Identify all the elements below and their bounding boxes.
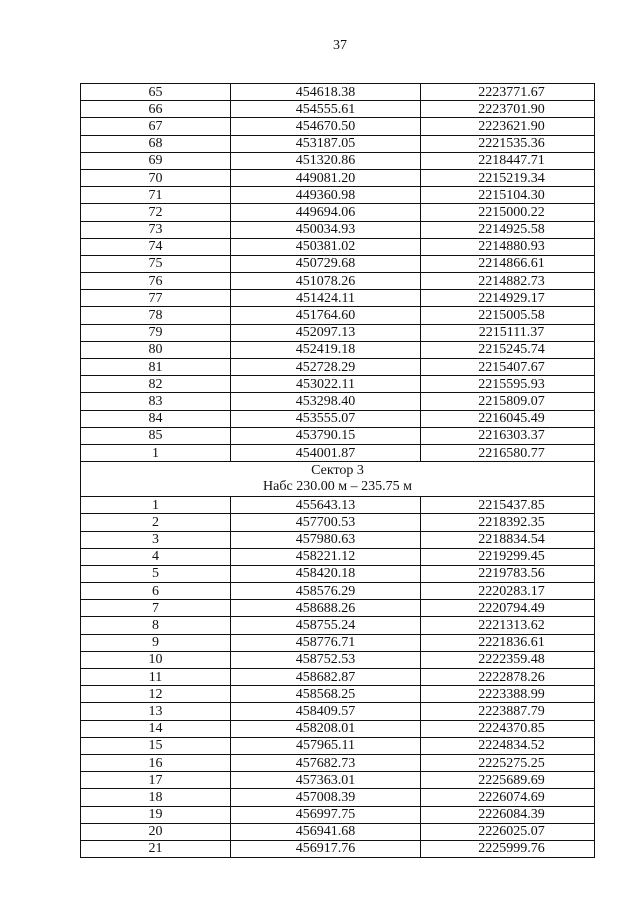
point-number-cell: 83 [81,393,231,410]
table-row [81,565,595,582]
x-coordinate-cell: 454555.61 [231,101,421,118]
point-number-cell: 82 [81,376,231,393]
table-row [81,427,595,444]
y-coordinate-cell: 2215245.74 [421,341,595,358]
table-row [81,583,595,600]
table-row [81,255,595,272]
point-number-cell: 4 [81,548,231,565]
y-coordinate-cell: 2215104.30 [421,187,595,204]
point-number-cell: 77 [81,290,231,307]
page-number: 37 [333,38,347,53]
table-row [81,514,595,531]
point-number-cell: 68 [81,135,231,152]
y-coordinate-cell: 2215437.85 [421,497,595,514]
x-coordinate-cell: 453555.07 [231,410,421,427]
point-number-cell: 67 [81,118,231,135]
x-coordinate-cell: 449694.06 [231,204,421,221]
y-coordinate-cell: 2216303.37 [421,427,595,444]
y-coordinate-cell: 2216580.77 [421,444,595,461]
table-row [81,221,595,238]
sector-header [81,462,595,497]
y-coordinate-cell: 2226025.07 [421,823,595,840]
point-number-cell: 1 [81,444,231,461]
point-number-cell: 12 [81,686,231,703]
y-coordinate-cell: 2218834.54 [421,531,595,548]
point-number-cell: 69 [81,152,231,169]
table-row [81,169,595,186]
y-coordinate-cell: 2215005.58 [421,307,595,324]
x-coordinate-cell: 451424.11 [231,290,421,307]
x-coordinate-cell: 456997.75 [231,806,421,823]
point-number-cell: 84 [81,410,231,427]
point-number-cell: 66 [81,101,231,118]
table-row [81,135,595,152]
x-coordinate-cell: 458208.01 [231,720,421,737]
x-coordinate-cell: 453298.40 [231,393,421,410]
table-row [81,531,595,548]
y-coordinate-cell: 2214866.61 [421,255,595,272]
table-row [81,651,595,668]
point-number-cell: 81 [81,359,231,376]
point-number-cell: 15 [81,737,231,754]
table-block-2 [81,497,595,858]
point-number-cell: 20 [81,823,231,840]
y-coordinate-cell: 2223701.90 [421,101,595,118]
x-coordinate-cell: 457363.01 [231,772,421,789]
x-coordinate-cell: 452728.29 [231,359,421,376]
y-coordinate-cell: 2224370.85 [421,720,595,737]
table-row [81,686,595,703]
point-number-cell: 19 [81,806,231,823]
point-number-cell: 1 [81,497,231,514]
table-row [81,204,595,221]
point-number-cell: 71 [81,187,231,204]
point-number-cell: 75 [81,255,231,272]
table-block-1 [81,84,595,462]
x-coordinate-cell: 458682.87 [231,669,421,686]
x-coordinate-cell: 458576.29 [231,583,421,600]
table-row [81,84,595,101]
table-row [81,634,595,651]
point-number-cell: 16 [81,754,231,771]
x-coordinate-cell: 454670.50 [231,118,421,135]
table-row [81,187,595,204]
x-coordinate-cell: 457008.39 [231,789,421,806]
x-coordinate-cell: 457980.63 [231,531,421,548]
x-coordinate-cell: 458776.71 [231,634,421,651]
y-coordinate-cell: 2214929.17 [421,290,595,307]
table-row [81,840,595,857]
x-coordinate-cell: 457700.53 [231,514,421,531]
table-row [81,238,595,255]
coordinates-table [80,83,595,858]
table-row [81,410,595,427]
y-coordinate-cell: 2223771.67 [421,84,595,101]
sector-header-cell [81,462,595,497]
x-coordinate-cell: 450034.93 [231,221,421,238]
y-coordinate-cell: 2215219.34 [421,169,595,186]
table-row [81,737,595,754]
table-row [81,152,595,169]
x-coordinate-cell: 458409.57 [231,703,421,720]
table-row [81,789,595,806]
x-coordinate-cell: 454001.87 [231,444,421,461]
y-coordinate-cell: 2225275.25 [421,754,595,771]
y-coordinate-cell: 2223388.99 [421,686,595,703]
y-coordinate-cell: 2221313.62 [421,617,595,634]
point-number-cell: 10 [81,651,231,668]
table-row [81,497,595,514]
y-coordinate-cell: 2214925.58 [421,221,595,238]
table-row [81,548,595,565]
point-number-cell: 18 [81,789,231,806]
y-coordinate-cell: 2215809.07 [421,393,595,410]
sector-title: Сектор 3 [311,463,364,479]
table-row [81,754,595,771]
x-coordinate-cell: 451078.26 [231,273,421,290]
y-coordinate-cell: 2218392.35 [421,514,595,531]
point-number-cell: 78 [81,307,231,324]
point-number-cell: 13 [81,703,231,720]
point-number-cell: 21 [81,840,231,857]
table-row [81,823,595,840]
y-coordinate-cell: 2215000.22 [421,204,595,221]
table-row [81,720,595,737]
x-coordinate-cell: 451764.60 [231,307,421,324]
table-row [81,290,595,307]
x-coordinate-cell: 452097.13 [231,324,421,341]
x-coordinate-cell: 458568.25 [231,686,421,703]
point-number-cell: 73 [81,221,231,238]
point-number-cell: 3 [81,531,231,548]
point-number-cell: 79 [81,324,231,341]
y-coordinate-cell: 2219299.45 [421,548,595,565]
point-number-cell: 85 [81,427,231,444]
y-coordinate-cell: 2225999.76 [421,840,595,857]
point-number-cell: 11 [81,669,231,686]
table-row [81,341,595,358]
x-coordinate-cell: 456941.68 [231,823,421,840]
x-coordinate-cell: 450381.02 [231,238,421,255]
x-coordinate-cell: 454618.38 [231,84,421,101]
y-coordinate-cell: 2221836.61 [421,634,595,651]
y-coordinate-cell: 2222359.48 [421,651,595,668]
table-row [81,307,595,324]
x-coordinate-cell: 456917.76 [231,840,421,857]
x-coordinate-cell: 453790.15 [231,427,421,444]
point-number-cell: 65 [81,84,231,101]
point-number-cell: 6 [81,583,231,600]
point-number-cell: 5 [81,565,231,582]
x-coordinate-cell: 458755.24 [231,617,421,634]
table-row [81,806,595,823]
x-coordinate-cell: 452419.18 [231,341,421,358]
table-row [81,273,595,290]
y-coordinate-cell: 2222878.26 [421,669,595,686]
table-row [81,772,595,789]
x-coordinate-cell: 457682.73 [231,754,421,771]
y-coordinate-cell: 2216045.49 [421,410,595,427]
point-number-cell: 2 [81,514,231,531]
y-coordinate-cell: 2215111.37 [421,324,595,341]
x-coordinate-cell: 449360.98 [231,187,421,204]
point-number-cell: 8 [81,617,231,634]
x-coordinate-cell: 455643.13 [231,497,421,514]
table-row [81,703,595,720]
point-number-cell: 72 [81,204,231,221]
x-coordinate-cell: 449081.20 [231,169,421,186]
y-coordinate-cell: 2226084.39 [421,806,595,823]
table-row [81,444,595,461]
x-coordinate-cell: 453022.11 [231,376,421,393]
y-coordinate-cell: 2215407.67 [421,359,595,376]
table-row [81,359,595,376]
y-coordinate-cell: 2215595.93 [421,376,595,393]
x-coordinate-cell: 458688.26 [231,600,421,617]
x-coordinate-cell: 450729.68 [231,255,421,272]
table-row [81,376,595,393]
table-row [81,101,595,118]
point-number-cell: 70 [81,169,231,186]
table-row [81,324,595,341]
table-row [81,118,595,135]
sector-subtitle: Набс 230.00 м – 235.75 м [263,479,412,495]
x-coordinate-cell: 457965.11 [231,737,421,754]
x-coordinate-cell: 451320.86 [231,152,421,169]
y-coordinate-cell: 2223887.79 [421,703,595,720]
y-coordinate-cell: 2214882.73 [421,273,595,290]
point-number-cell: 76 [81,273,231,290]
x-coordinate-cell: 458221.12 [231,548,421,565]
x-coordinate-cell: 458752.53 [231,651,421,668]
y-coordinate-cell: 2220794.49 [421,600,595,617]
y-coordinate-cell: 2224834.52 [421,737,595,754]
y-coordinate-cell: 2214880.93 [421,238,595,255]
y-coordinate-cell: 2218447.71 [421,152,595,169]
table-row [81,600,595,617]
point-number-cell: 74 [81,238,231,255]
point-number-cell: 7 [81,600,231,617]
table-row [81,393,595,410]
y-coordinate-cell: 2221535.36 [421,135,595,152]
table-row [81,669,595,686]
table-row [81,617,595,634]
point-number-cell: 17 [81,772,231,789]
y-coordinate-cell: 2226074.69 [421,789,595,806]
sector-header-row [81,462,595,497]
point-number-cell: 80 [81,341,231,358]
y-coordinate-cell: 2225689.69 [421,772,595,789]
point-number-cell: 9 [81,634,231,651]
y-coordinate-cell: 2220283.17 [421,583,595,600]
y-coordinate-cell: 2223621.90 [421,118,595,135]
x-coordinate-cell: 453187.05 [231,135,421,152]
x-coordinate-cell: 458420.18 [231,565,421,582]
y-coordinate-cell: 2219783.56 [421,565,595,582]
point-number-cell: 14 [81,720,231,737]
